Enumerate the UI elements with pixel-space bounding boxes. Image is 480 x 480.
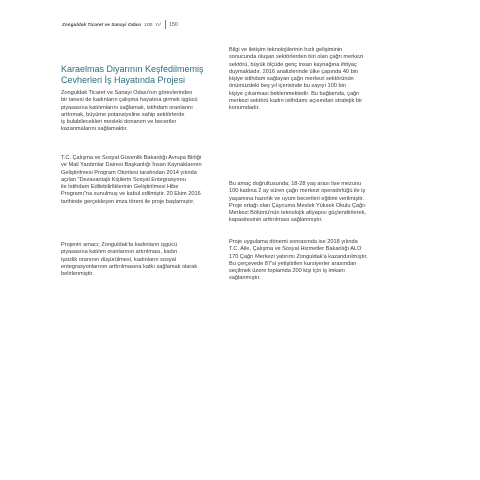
text-line: Bilgi ve iletişim teknolojilerinin hızlı gelişiminin [229, 47, 343, 53]
text-line: Programı"na sunulmuş ve kabul edilmiştir. 20 Ekim 2016 [61, 191, 201, 198]
text-line: ile İstihdam Edilebilirliklerinin Geliştirilmesi Hibe [61, 184, 179, 190]
section-title-line: Cevherleri İş Hayatında Projesi [61, 75, 186, 86]
text-line: yaşamına hazırlık ve uyum becerileri eğitimi verilmiştir. [229, 195, 364, 202]
text-line: önümüzdeki beş yıl içerisinde bu sayıyı 100 bin [229, 83, 346, 90]
header-divider [165, 20, 166, 29]
section-title [61, 64, 226, 87]
text-line: entegrasyonlarının arttırılmasına katkı sağlamak olarak [61, 263, 198, 270]
text-line: Merkezi Bölümü'nün teknolojik altyapısı güçlendirilerek, [229, 210, 366, 216]
text-line: Proje uygulama dönemi sonrasında ise 2018 yılında [229, 239, 358, 245]
text-line: 100 kadına 2 ay süren çağrı merkezi operatörlüğü ile iş [229, 188, 366, 195]
text-line: merkezi sektörü kadın istihdamı açısından stratejik bir [229, 97, 363, 104]
text-line: sonucunda oluşan sektörlerden biri olan çağrı merkezi [229, 54, 364, 61]
text-line: 170 Çağrı Merkezi yatırımı Zonguldak'a kazandırılmıştır. [229, 253, 368, 260]
text-line: Zonguldak Ticaret ve Sanayi Odası'nın görevlerinden [61, 90, 193, 96]
right-paragraph-2 [229, 181, 366, 225]
left-paragraph-2 [61, 155, 202, 206]
text-line: Proje ortağı olan Çaycuma Meslek Yüksek Okulu Çağrı [229, 202, 366, 209]
text-line: arttırmak, büyüme potansiyeline sahip sektörlerde [61, 111, 185, 118]
text-line: Bu çerçevede 87'si yetiştirilen kursiyerler arasından [229, 260, 357, 267]
left-paragraph-1 [61, 90, 198, 134]
text-line: belirlenmiştir. [61, 271, 94, 277]
text-line: T.C. Aile, Çalışma ve Sosyal Hizmetler Bakanlığı ALO [229, 246, 362, 253]
text-line: duymaktadır. 2016 analizlerinde ülke çapında 40 bin [229, 68, 359, 75]
text-line: ve Mali Yardımlar Dairesi Başkanlığı İnsan Kaynaklarının [61, 162, 202, 169]
page-number: 150 [169, 21, 178, 28]
header-year: 100. Yıl [144, 22, 161, 27]
text-line: kişiye çıkarması beklenmektedir. Bu bağlamda, çağrı [229, 90, 360, 97]
text-line: piyasasına katılımlarını sağlamak, istihdam oranlarını [61, 104, 193, 111]
text-line: iş bulabilecekleri mesleki donanım ve beceriler [61, 119, 177, 125]
text-line: kişiye istihdam sağlayan çağrı merkezi sektörünün [229, 76, 354, 82]
right-paragraph-1 [229, 47, 363, 112]
text-line: konumdadır. [229, 105, 260, 111]
text-line: piyasasına katılım oranlarının artırılması, kadın [61, 249, 178, 256]
text-line: kapasitesinin arttırılması sağlanmıştır. [229, 217, 323, 224]
section-title-line: Karaelmas Diyarının Keşfedilmemiş [61, 64, 204, 74]
header-org-name: Zonguldak Ticaret ve Sanayi Odası [62, 22, 142, 27]
text-line: seçilmek üzere toplamda 200 kişi için iş imkanı [229, 268, 345, 274]
text-line: işsizlik oranının düşürülmesi, kadınların sosyal [61, 256, 177, 263]
text-line: T.C. Çalışma ve Sosyal Güvenlik Bakanlığı Avrupa Birliği [61, 155, 202, 161]
text-line: açılan "Dezavantajlı Kişilerin Sosyal Entegrasyonu [61, 176, 186, 183]
text-line: Projenin amacı; Zonguldak'ta kadınların işgücü [61, 242, 178, 248]
text-line: Bu amaç doğrultusunda; 18-28 yaş arası lise mezunu [229, 181, 362, 187]
text-line: kazanmalarını sağlamaktır. [61, 126, 128, 133]
left-paragraph-3 [61, 242, 197, 278]
text-line: sektörü, büyük ölçüde genç insan kaynağına ihtiyaç [229, 61, 357, 68]
text-line: Geliştirilmesi Program Otoritesi tarafından 2014 yılında [61, 169, 197, 176]
text-line: tarihinde gerçekleşen imza töreni ile proje başlamıştır. [61, 198, 195, 205]
page-header [62, 20, 178, 29]
right-paragraph-3 [229, 239, 368, 283]
text-line: sağlanmıştır. [229, 275, 261, 282]
text-line: bir tanesi de kadınların çalışma hayatına girmek işgücü [61, 97, 198, 104]
